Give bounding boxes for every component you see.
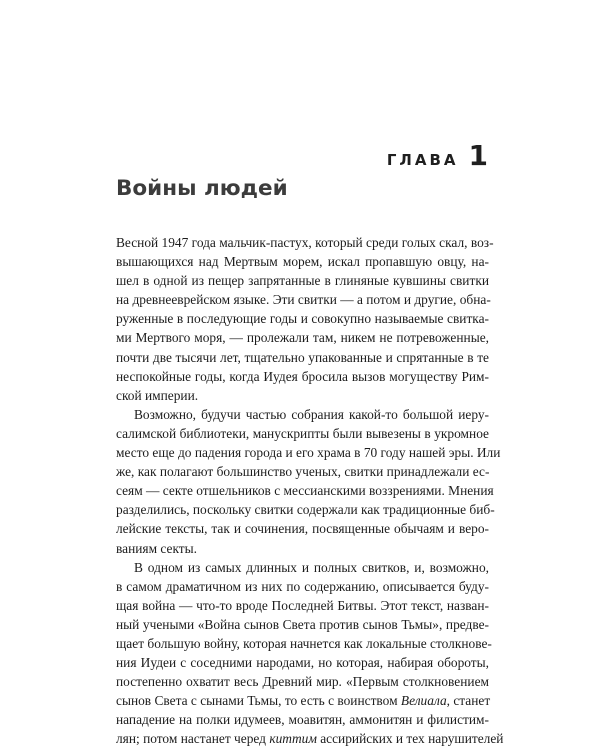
text-line: вышающихся над Мертвым морем, искал пропавшую овцу, на-	[116, 254, 489, 270]
text-line: ской империи.	[116, 387, 199, 403]
text-line: же, как полагают большинство ученых, свитки принадлежали ес-	[116, 464, 490, 480]
text-line: ный учеными «Война сынов Света против сынов Тьмы», предве-	[116, 616, 489, 632]
text-line: нападение на полки идумеев, моавитян, аммонитян и филистим-	[116, 712, 489, 728]
text-run: , станет	[446, 693, 491, 709]
text-line: лейские тексты, так и сочинения, посвященные обычаям и веро-	[116, 521, 489, 537]
text-line: щает большую войну, которая начнется как локальные столкнове-	[116, 635, 492, 651]
text-line: в самом драматичном из них по содержанию, описывается буду-	[116, 578, 489, 594]
text-line: неспокойные годы, когда Иудея бросила вызов могуществу Рим-	[116, 368, 489, 384]
text-line: на древнееврейском языке. Эти свитки — а потом и другие, обна-	[116, 292, 491, 308]
italic-term: киттим	[269, 731, 317, 747]
text-line: В одном из самых длинных и полных свитков, и, возможно,	[134, 559, 489, 575]
text-run: сынов Света с сынами Тьмы, то есть с воинством	[116, 693, 401, 709]
text-line: почти две тысячи лет, тщательно упакованные и спрятанные в те	[116, 349, 489, 365]
text-line: разделились, поскольку свитки содержали как традиционные биб-	[116, 502, 495, 518]
text-line: место еще до падения города и его храма в 70 году нашей эры. Или	[116, 445, 501, 461]
text-line: ваниям секты.	[116, 540, 197, 556]
text-line: ния Иудеи с соседними народами, но которая, набирая обороты,	[116, 655, 489, 671]
body-text	[116, 233, 504, 749]
text-line: сеям — секте отшельников с мессианскими воззрениями. Мнения	[116, 483, 494, 499]
text-line: щая война — что-то вроде Последней Битвы. Этот текст, назван-	[116, 597, 489, 613]
text-run: ассирийских и тех нарушителей	[316, 731, 504, 747]
italic-term: Велиала	[400, 693, 447, 709]
chapter-heading	[387, 139, 488, 172]
text-line: ми Мертвого моря, — пролежали там, никем не потревоженные,	[116, 330, 489, 346]
chapter-title: Войны людей	[116, 176, 288, 201]
chapter-label: ГЛАВА	[386, 151, 459, 169]
text-line: руженные в последующие годы и совокупно называемые свитка-	[116, 311, 489, 327]
text-line: салимской библиотеки, манускрипты были вывезены в укромное	[116, 425, 489, 441]
text-line	[116, 729, 504, 748]
text-run: лян; потом настанет черед	[116, 731, 270, 747]
text-line: Весной 1947 года мальчик-пастух, который среди голых скал, воз-	[116, 235, 494, 250]
text-line: шел в одной из пещер запрятанные в глиняные кувшины свитки	[116, 273, 489, 289]
text-line: постепенно охватит весь Древний мир. «Первым столкновением	[116, 674, 489, 690]
text-line: Возможно, будучи частью собрания какой-то большой иеру-	[134, 406, 489, 422]
text-line	[116, 691, 489, 710]
chapter-number: 1	[468, 139, 488, 172]
